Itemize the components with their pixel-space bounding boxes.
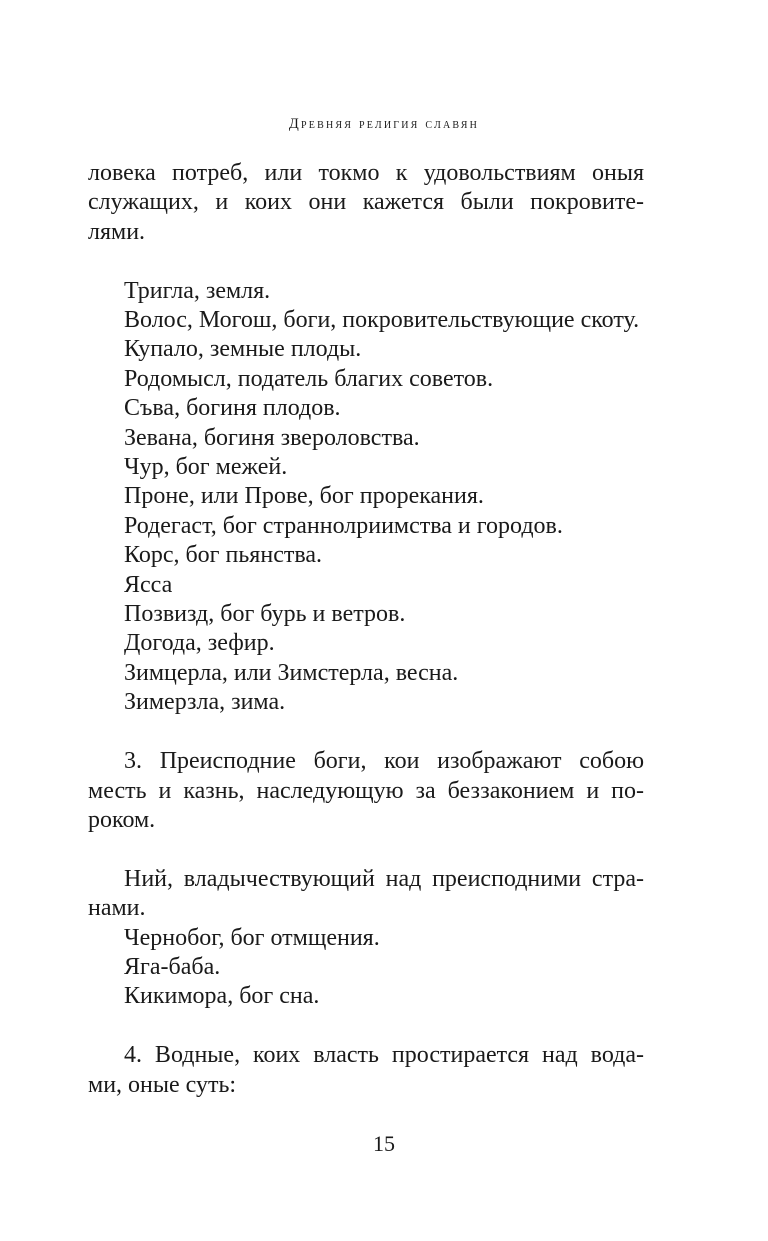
- underworld-first-entry: [88, 865, 644, 924]
- paragraph-gap: [88, 835, 644, 864]
- list-item: Кикимора, бог сна.: [124, 983, 320, 1010]
- text-line: ми, оные суть:: [88, 1071, 237, 1098]
- list-item: Проне, или Прове, бог прорекания.: [124, 483, 484, 510]
- list-item: Волос, Могош, боги, покровительствующие скоту.: [124, 307, 640, 334]
- text-line: Ний, владычествующий над преисподними стра-: [124, 865, 644, 892]
- gods-list: [88, 277, 644, 718]
- body-text: [88, 159, 644, 1100]
- list-item: Родомысл, податель благих советов.: [124, 365, 494, 392]
- underworld-list: [88, 924, 644, 1012]
- text-line: 4. Водные, коих власть простирается над вода-: [124, 1042, 644, 1069]
- list-item: Зимерзла, зима.: [124, 689, 286, 716]
- paragraph-gap: [88, 247, 644, 276]
- text-line: роком.: [88, 806, 156, 833]
- list-item: Корс, бог пьянства.: [124, 542, 322, 569]
- text-line: лями.: [88, 218, 146, 245]
- intro-paragraph: [88, 159, 644, 247]
- list-item: Ясса: [124, 571, 173, 598]
- list-item: Зимцерла, или Зимстерла, весна.: [124, 659, 459, 686]
- list-item: Зевана, богиня звероловства.: [124, 424, 420, 451]
- text-line: 3. Преисподние боги, кои изображают собою: [124, 748, 644, 775]
- section-3-paragraph: [88, 747, 644, 835]
- list-item: Тригла, земля.: [124, 277, 271, 304]
- list-item: Догода, зефир.: [124, 630, 275, 657]
- text-line: месть и казнь, наследующую за беззаконием и по-: [88, 777, 644, 804]
- paragraph-gap: [88, 718, 644, 747]
- section-4-paragraph: [88, 1041, 644, 1100]
- text-line: ловека потреб, или токмо к удовольствиям оныя: [88, 160, 644, 186]
- list-item: Чур, бог межей.: [124, 454, 288, 481]
- text-line: нами.: [88, 895, 146, 922]
- list-item: Чернобог, бог отмщения.: [124, 924, 380, 951]
- list-item: Родегаст, бог страннолриимства и городов.: [124, 512, 563, 539]
- list-item: Съва, богиня плодов.: [124, 395, 341, 422]
- list-item: Позвизд, бог бурь и ветров.: [124, 601, 406, 628]
- text-line: служащих, и коих они кажется были покровите-: [88, 189, 644, 216]
- page-number: 15: [373, 1131, 395, 1156]
- list-item: Яга-баба.: [124, 953, 221, 980]
- paragraph-gap: [88, 1012, 644, 1041]
- list-item: Купало, земные плоды.: [124, 336, 362, 363]
- running-head: Древняя религия славян: [288, 116, 480, 132]
